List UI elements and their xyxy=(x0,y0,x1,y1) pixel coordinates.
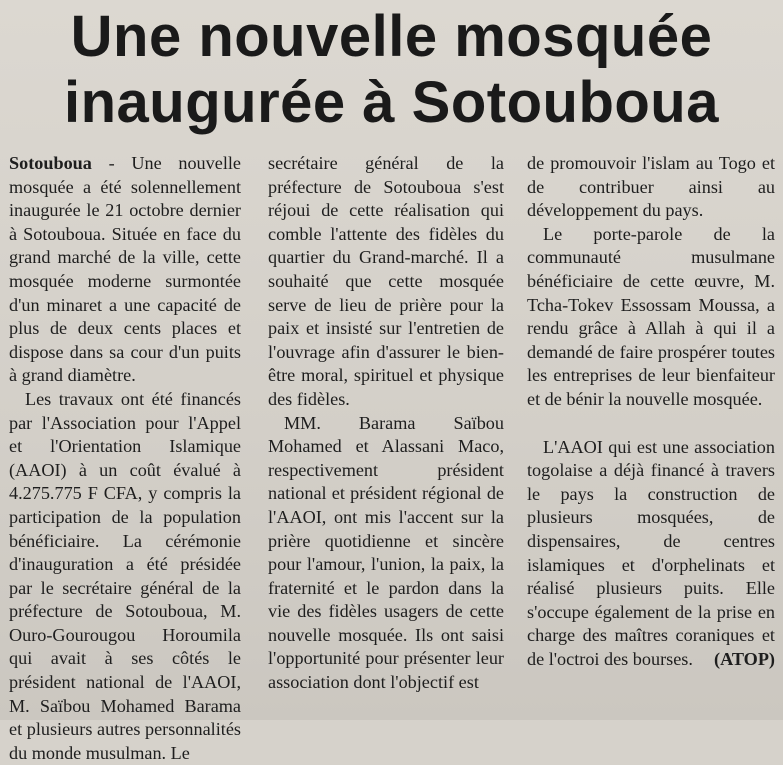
paragraph-2: Les travaux ont été financés par l'Association pour l'Appel et l'Orientation Islamique (AAOI) à un coût évalué à 4.275.775 F CFA, y compris la participation de la population bénéficiaire. La cérémonie d'inauguration a été présidée par le secrétaire général de la préfecture de Sotouboua, M. Ouro-Gourougou Horoumila qui avait à ses côtés le président national de l'AAOI, M. Saïbou Mohamed Barama et plusieurs autres personnalités du monde musulman. Le xyxy=(9,388,241,763)
paragraph-4: MM. Barama Saïbou Mohamed et Alassani Maco, respectivement président national et président régional de l'AAOI, ont mis l'accent sur la prière quotidienne et sincère pour l'amour, l'union, la paix, la fraternité et le pardon dans la vie des fidèles usagers de cette nouvelle mosquée. Ils ont saisi l'opportunité pour présenter leur association dont l'objectif est xyxy=(268,412,504,693)
paragraph-1 xyxy=(9,152,241,388)
dateline: Sotouboua xyxy=(9,153,92,173)
paragraph-5: de promouvoir l'islam au Togo et de contribuer ainsi au développement du pays. xyxy=(527,153,775,221)
column-1 xyxy=(9,152,241,765)
paragraph-6: Le porte-parole de la communauté musulmane bénéficiaire de cette œuvre, M. Tcha-Tokev Essossam Moussa, a rendu grâce à Allah à qui il a demandé de faire prospérer toutes les entreprises de leur bienfaiteur et de bénir la nouvelle mosquée. xyxy=(527,223,775,409)
paragraph-7-text: L'AAOI qui est une association togolaise a déjà financé à travers le pays la construction de plusieurs mosquées, de dispensaires, de centres islamiques et d'orphelinats et réalisé plusieurs puits. Elle s'occupe également de la prise en charge des maîtres coraniques et de l'octroi des bourses. xyxy=(527,436,775,669)
source-credit: (ATOP) xyxy=(714,648,775,669)
paragraph-1-text: - Une nouvelle mosquée a été solennellement inaugurée le 21 octobre dernier à Sotouboua. Située en face du grand marché de la ville, cette mosquée moderne surmontée d'un minaret a une capacité de plus de deux cents places et dispose dans sa cour d'un puits à grand diamètre. xyxy=(9,153,241,386)
column-3 xyxy=(527,152,775,671)
paragraph-7 xyxy=(527,436,775,672)
headline-line-2: inaugurée à Sotouboua xyxy=(64,70,719,135)
headline-line-1: Une nouvelle mosquée xyxy=(70,4,713,69)
paragraph-gap xyxy=(527,412,775,436)
paragraph-3: secrétaire général de la préfecture de Sotouboua s'est réjoui de cette réalisation qui comble l'attente des fidèles du quartier du Grand-marché. Il a souhaité que cette mosquée serve de lieu de prière pour la paix et insisté sur l'entretien de l'ouvrage afin d'assurer le bien-être moral, spirituel et physique des fidèles. xyxy=(268,153,504,409)
article-headline xyxy=(0,4,783,136)
column-2 xyxy=(268,152,504,695)
